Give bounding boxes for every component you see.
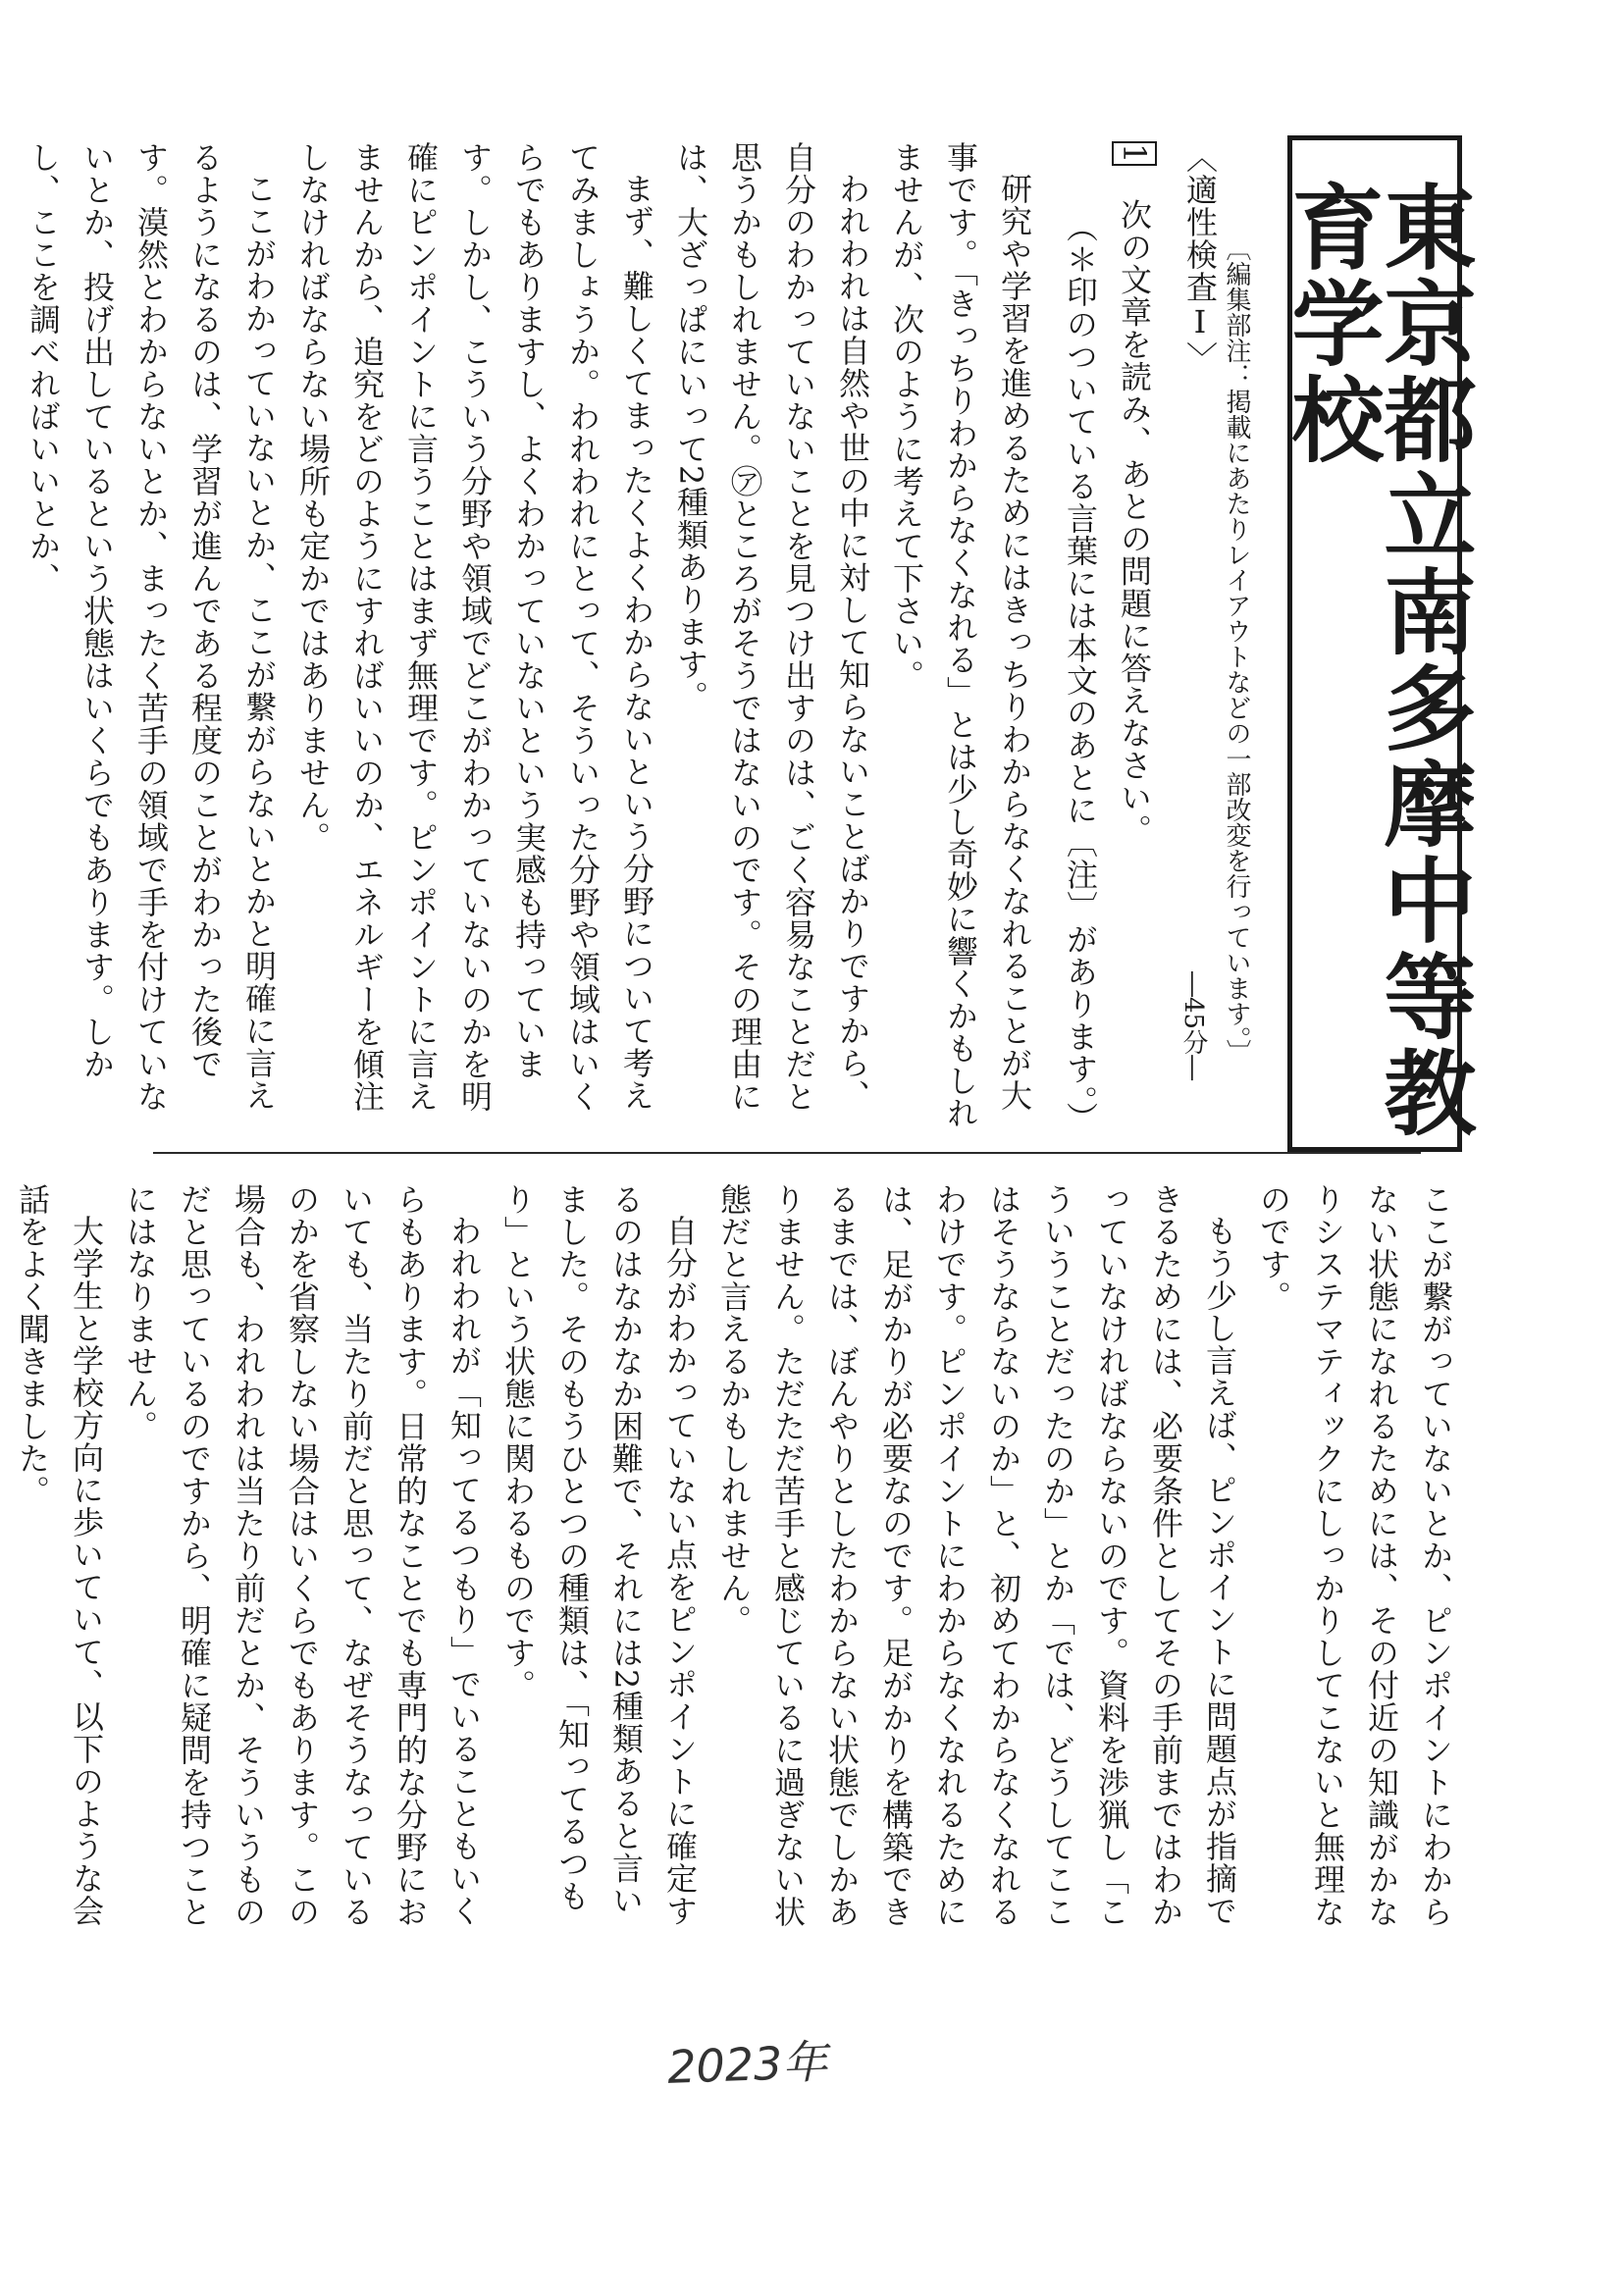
paragraph: ここがわかっていないとか、ここが繋がらないとかと明確に言えるようになるのは、学習が進んである程度のことがわかった後です。漠然とわからないとか、まったく苦手の領域で手を付けていないとか、投げ出しているという状態はいくらでもあります。しかし、ここを調べればいいとか、: [25, 141, 278, 1113]
editor-note: 〔編集部注：掲載にあたりレイアウトなどの一部改変を行っています。〕: [1222, 235, 1251, 1065]
handwritten-year: 2023年: [666, 2035, 829, 2094]
paragraph: まず、難しくてまったくよくわからないという分野について考えてみましょうか。われわれにとって、そういった分野や領域はいくらでもありますし、よくわかっていないという実感も持っています。しかし、こういう分野や領域でどこがわかっていないのかを明確にピンポイントに言うことはまず無理です。ピンポイントに言えませんから、追究をどのようにすればいいのか、エネルギーを傾注しなければならない場所も定かではありません。: [294, 141, 655, 1113]
school-title-box: [1276, 135, 1475, 1152]
top-text-block: [25, 141, 1227, 1134]
paragraph: 大学生と学校方向に歩いていて、以下のような会話をよく聞きました。: [14, 1183, 105, 1927]
bottom-text-block: [14, 1183, 1462, 1929]
paragraph: われわれは自然や世の中に対して知らないことばかりですから、自分のわかっていないことを見つけ出すのは、ごく容易なことだと思うかもしれません。㋐ところがそうではないのです。その理由には、大ざっぱにいって2種類あります。: [672, 141, 871, 1113]
paragraph: われわれが「知ってるつもり」でいることもいくらもあります。日常的なことでも専門的な分野においても、当たり前だと思って、なぜそうなっているのかを省察しない場合はいくらでもあります。この場合も、われわれは当たり前だとか、そういうものだと思っているのですから、明確に疑問を持つことにはなりません。: [122, 1183, 483, 1928]
question-number: 1: [1112, 141, 1157, 166]
paragraph: 研究や学習を進めるためにはきっちりわからなくなれることが大事です。「きっちりわからなくなれる」とは少し奇妙に響くかもしれませんが、次のように考えて下さい。: [888, 141, 1033, 1129]
paragraph: 自分がわかっていない点をピンポイントに確定するのはなかなか困難で、それには2種類あると言いました。そのもうひとつの種類は、「知ってるつもり」という状態に関わるものです。: [499, 1183, 699, 1927]
paragraph: ここが繋がっていないとか、ピンポイントにわからない状態になれるためには、その付近の知識がかなりシステマティックにしっかりしてこないと無理なのです。: [1255, 1183, 1454, 1928]
instruction-note: （＊印のついている言葉には本文のあとに〔注〕があります。）: [1062, 211, 1099, 1134]
instruction-text: 次の文章を読み、あとの問題に答えなさい。: [1116, 198, 1153, 847]
time-limit: ―45分―: [1178, 971, 1208, 1081]
paragraph: もう少し言えば、ピンポイントに問題点が指摘できるためには、必要条件としてその手前まではわかっていなければならないのです。資料を渉猟し「こういうことだったのか」とか「では、どうしてここはそうならないのか」と、初めてわからなくなれるわけです。ピンポイントにわからなくなれるためには、足がかりが必要なのです。足がかりを構築できるまでは、ぼんやりとしたわからない状態でしかありません。ただただ苦手と感じているに過ぎない状態だと言えるかもしれません。: [715, 1183, 1238, 1928]
section-title: 〈適性検査Ⅰ〉: [1181, 141, 1219, 374]
question-instruction: [1107, 141, 1161, 1134]
section-divider: [153, 1152, 1421, 1154]
school-name: 東京都立南多摩中等教育学校: [1276, 180, 1475, 1141]
dialogue-line: [0, 1183, 5, 1929]
